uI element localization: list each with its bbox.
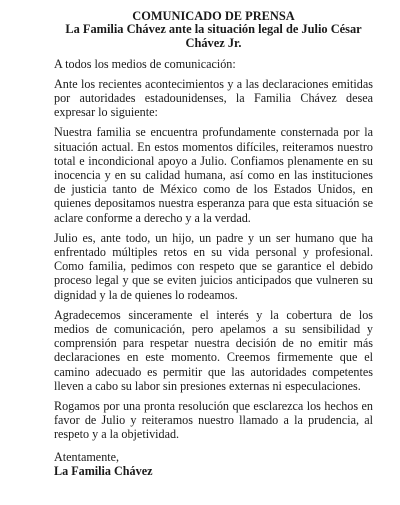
document-heading [54,9,373,51]
paragraph-intro: Ante los recientes acontecimientos y a las declaraciones emitidas por autoridades estadounidenses, la Familia Chávez desea expresar lo siguiente: [54,76,373,120]
paragraph-support: Nuestra familia se encuentra profundamente consternada por la situación actual. En estos momentos difíciles, reiteramos nuestro total e incondicional apoyo a Julio. Confiamos plenamente en su inocencia y en su calidad humana, así como en las instituciones de justicia tanto de México como de los Estados Unidos, en quienes depositamos nuestra esperanza para que esta situación se aclare conforme a derecho y a la verdad. [54,125,373,225]
signature: La Familia Chávez [54,463,153,478]
paragraph-resolution: Rogamos por una pronta resolución que esclarezca los hechos en favor de Julio y reiteramos nuestro llamado a la prudencia, al respeto y a la objetividad. [54,399,373,442]
closing: Atentamente, [54,449,120,464]
paragraph-due-process: Julio es, ante todo, un hijo, un padre y un ser humano que ha enfrentado múltiples retos en su vida personal y profesional. Como familia, pedimos con respeto que se garantice el debido proceso legal y que se eviten juicios anticipados que vulneren su dignidad y la de quienes lo rodeamos. [54,230,373,302]
paragraph-media-request: Agradecemos sinceramente el interés y la cobertura de los medios de comunicación, pero apelamos a su sensibilidad y comprensión para respetar nuestra decisión de no emitir más declaraciones en este momento. Creemos firmemente que el camino adecuado es permitir que las autoridades competentes lleven a cabo su labor sin presiones externas ni especulaciones. [54,307,373,393]
greeting: A todos los medios de comunicación: [54,56,236,71]
document-subtitle: La Familia Chávez ante la situación legal de Julio César Chávez Jr. [65,22,362,50]
document-title: COMUNICADO DE PRENSA [132,9,295,23]
